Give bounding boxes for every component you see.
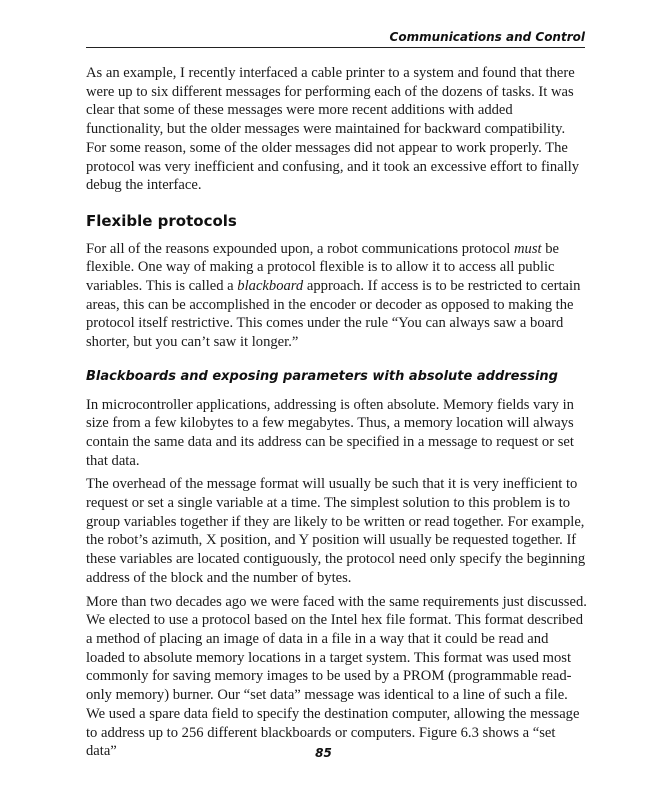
paragraph-1: As an example, I recently interfaced a cable printer to a system and found that there were up to six different messages for performing each of the dozens of tasks. It was clear that some of these messages were more recent additions with added functionality, but the older messages were maintained for backward compatibility. For some reason, some of the older messages did not appear to work properly. The protocol was very inefficient and confusing, and it took an excessive effort to finally debug the interface. <box>86 65 580 194</box>
paragraph-5: More than two decades ago we were faced with the same requirements just discussed. We elected to use a protocol based on the Intel hex file format. This format described a method of placing an image of data in a file in a way that it could be read and loaded to absolute memory locations in a target system. This format was used most commonly for saving memory images to be used by a PROM (programmable read-only memory) burner. Our “set data” message was identical to a line of such a file. We used a spare data field to specify the destination computer, allowing the message to address up to 256 different blackboards or computers. Figure 6.3 shows a “set data” <box>86 593 587 760</box>
emphasis-blackboard: blackboard <box>237 278 304 295</box>
page-number: 85 <box>315 746 332 760</box>
body-text <box>86 64 588 766</box>
section-heading-flexible-protocols: Flexible protocols <box>86 211 237 230</box>
subsection-heading-blackboards: Blackboards and exposing parameters with absolute addressing <box>86 368 558 384</box>
paragraph-4: The overhead of the message format will usually be such that it is very inefficient to request or set a single variable at a time. The simplest solution to this problem is to group variables together if they are likely to be written or read together. For example, the robot’s azimuth, X position, and Y position will usually be requested together. If these variables are located contiguously, the protocol need only specify the beginning address of the block and the number of bytes. <box>86 476 586 586</box>
paragraph-2-part-c: approach. If access is to be restricted to certain areas, this can be accomplished in the encoder or decoder as opposed to making the protocol itself restrictive. This comes under the rule “You can always saw a board shorter, but you can’t saw it longer.” <box>86 278 581 351</box>
emphasis-must: must <box>514 240 542 257</box>
paragraph-3: In microcontroller applications, addressing is often absolute. Memory fields vary in size from a few kilobytes to a few megabytes. Thus, a memory location will always contain the same data and its address can be specified in a message to request or set that data. <box>86 396 574 469</box>
paragraph-2-part-a: For all of the reasons expounded upon, a robot communications protocol <box>86 240 514 257</box>
running-head: Communications and Control <box>86 30 585 48</box>
paragraph-2-part-b: be flexible. One way of making a protocol flexible is to allow it to access all public variables. This is called a <box>86 240 560 295</box>
paragraph-2 <box>86 240 588 352</box>
